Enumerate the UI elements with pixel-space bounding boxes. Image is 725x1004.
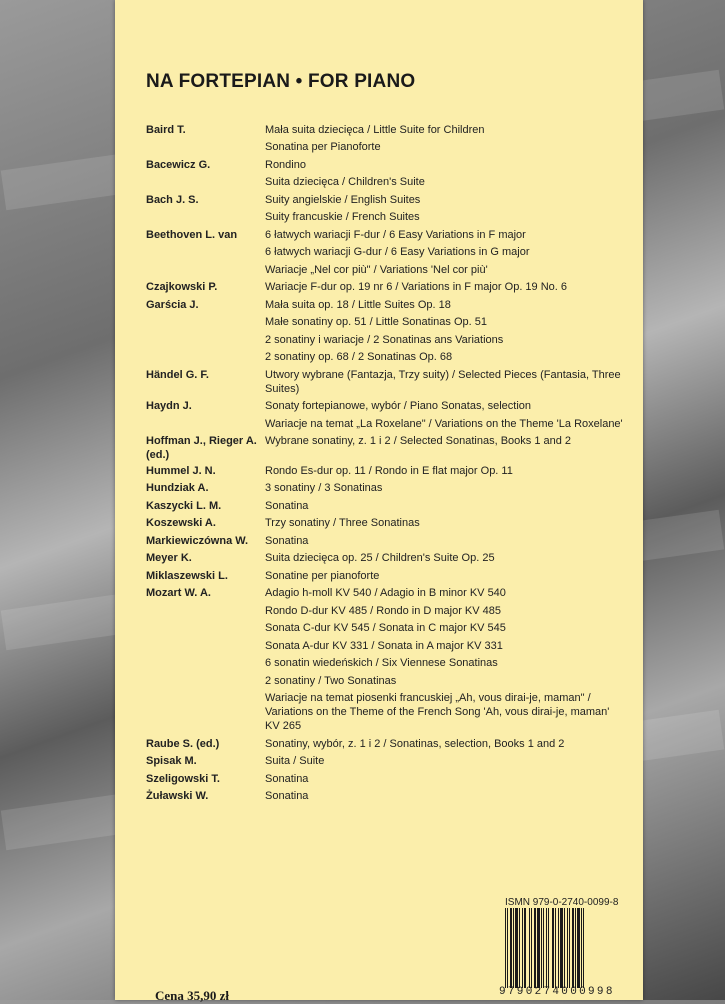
catalog-row — [146, 753, 626, 771]
catalog-row — [146, 226, 626, 279]
catalog-row — [146, 585, 626, 736]
work-title: Suita / Suite — [265, 755, 325, 767]
work-title: 2 sonatiny i wariacje / 2 Sonatinas ans Variations — [265, 333, 504, 346]
page-title: NA FORTEPIAN • FOR PIANO — [146, 71, 416, 92]
work-title: Suity francuskie / French Suites — [265, 211, 420, 223]
work-title: Utwory wybrane (Fantazja, Trzy suity) / Selected Pieces (Fantasia, Three Suites) — [265, 368, 621, 395]
catalog-row — [146, 497, 626, 515]
works-list — [265, 156, 626, 191]
catalog-row — [146, 550, 626, 568]
work-title: Sonatina — [265, 772, 309, 785]
works-list — [265, 788, 626, 806]
composer-name: Żuławski W. — [146, 790, 209, 802]
work-title: 2 sonatiny op. 68 / 2 Sonatinas Op. 68 — [265, 351, 453, 363]
work-title: Sonaty fortepianowe, wybór / Piano Sonatas, selection — [265, 400, 531, 412]
work-title: Sonatiny, wybór, z. 1 i 2 / Sonatinas, selection, Books 1 and 2 — [265, 737, 565, 750]
works-list — [265, 585, 626, 736]
works-list — [265, 462, 626, 480]
work-title: Rondo Es-dur op. 11 / Rondo in E flat major Op. 11 — [265, 464, 513, 477]
works-list — [265, 497, 626, 515]
catalog-row — [146, 788, 626, 806]
barcode — [505, 908, 618, 988]
work-title: Wybrane sonatiny, z. 1 i 2 / Selected Sonatinas, Books 1 and 2 — [265, 435, 572, 447]
catalog-row — [146, 567, 626, 585]
work-title: Sonatina — [265, 790, 309, 802]
works-list — [265, 550, 626, 568]
catalog-row — [146, 296, 626, 366]
work-title: Wariacje „Nel cor più" / Variations 'Nel cor più' — [265, 263, 488, 276]
composer-name: Hummel J. N. — [146, 464, 216, 477]
price-label: Cena 35,90 zł — [155, 988, 230, 1003]
work-title: Mała suita op. 18 / Little Suites Op. 18 — [265, 298, 451, 311]
work-title: Trzy sonatiny / Three Sonatinas — [265, 517, 420, 529]
catalog-row — [146, 191, 626, 226]
works-list — [265, 515, 626, 533]
composer-name: Haydn J. — [146, 400, 192, 412]
works-list — [265, 366, 626, 398]
composer-name: Raube S. (ed.) — [146, 737, 220, 750]
composer-name: Hoffman J., Rieger A. (ed.) — [146, 435, 257, 461]
composer-name: Mozart W. A. — [146, 587, 211, 599]
composer-name: Bacewicz G. — [146, 158, 211, 171]
work-title: Suita dziecięca / Children's Suite — [265, 176, 425, 188]
catalog-row — [146, 462, 626, 480]
composer-name: Czajkowski P. — [146, 281, 218, 293]
catalog-row — [146, 279, 626, 297]
catalog-row — [146, 366, 626, 398]
work-title: Rondo D-dur KV 485 / Rondo in D major KV 485 — [265, 604, 502, 617]
work-title: Rondino — [265, 158, 306, 171]
work-title: Sonata A-dur KV 331 / Sonata in A major KV 331 — [265, 639, 503, 652]
catalog-row — [146, 532, 626, 550]
work-title: 2 sonatiny / Two Sonatinas — [265, 674, 397, 687]
composer-name: Beethoven L. van — [146, 228, 238, 241]
composer-name: Bach J. S. — [146, 193, 199, 206]
work-title: Sonatina — [265, 499, 309, 512]
work-title: Sonatine per pianoforte — [265, 569, 380, 582]
work-title: Mała suita dziecięca / Little Suite for Children — [265, 123, 485, 136]
composer-name: Spisak M. — [146, 755, 197, 767]
work-title: Sonatina per Pianoforte — [265, 141, 381, 153]
composer-name: Markiewiczówna W. — [146, 534, 249, 547]
works-list — [265, 735, 626, 753]
works-list — [265, 296, 626, 366]
work-title: Sonatina — [265, 534, 309, 547]
work-title: Suita dziecięca op. 25 / Children's Suite Op. 25 — [265, 552, 495, 564]
barcode-digits: 9790274000998 — [499, 986, 615, 998]
catalog-row — [146, 156, 626, 191]
composer-name: Baird T. — [146, 123, 186, 136]
work-title: Wariacje F-dur op. 19 nr 6 / Variations in F major Op. 19 No. 6 — [265, 281, 568, 293]
barcode-bar — [583, 908, 584, 988]
composer-name: Händel G. F. — [146, 368, 209, 381]
catalog-row — [146, 735, 626, 753]
catalog-row — [146, 121, 626, 156]
work-title: Wariacje na temat piosenki francuskiej „Ah, vous dirai-je, maman" / Variations on the Theme of the French Song 'Ah, vous dirai-je, maman' KV 265 — [265, 692, 610, 732]
composer-name: Meyer K. — [146, 552, 192, 564]
work-title: 6 łatwych wariacji F-dur / 6 Easy Variations in F major — [265, 228, 526, 241]
works-list — [265, 191, 626, 226]
work-title: Sonata C-dur KV 545 / Sonata in C major KV 545 — [265, 622, 506, 634]
works-list — [265, 567, 626, 585]
composer-name: Koszewski A. — [146, 517, 216, 529]
composer-name: Garścia J. — [146, 298, 199, 311]
work-title: Wariacje na temat „La Roxelane" / Variations on the Theme 'La Roxelane' — [265, 417, 623, 430]
works-list — [265, 398, 626, 433]
catalog-list — [146, 121, 626, 805]
works-list — [265, 433, 626, 463]
composer-name: Kaszycki L. M. — [146, 499, 222, 512]
work-title: Małe sonatiny op. 51 / Little Sonatinas Op. 51 — [265, 316, 487, 328]
works-list — [265, 753, 626, 771]
works-list — [265, 226, 626, 279]
works-list — [265, 279, 626, 297]
catalog-row — [146, 433, 626, 463]
works-list — [265, 770, 626, 788]
work-title: Suity angielskie / English Suites — [265, 193, 421, 206]
catalog-row — [146, 515, 626, 533]
works-list — [265, 480, 626, 498]
work-title: 6 łatwych wariacji G-dur / 6 Easy Variations in G major — [265, 246, 530, 258]
catalog-row — [146, 480, 626, 498]
catalog-row — [146, 770, 626, 788]
works-list — [265, 532, 626, 550]
work-title: 3 sonatiny / 3 Sonatinas — [265, 482, 383, 494]
works-list — [265, 121, 626, 156]
work-title: Adagio h-moll KV 540 / Adagio in B minor KV 540 — [265, 587, 506, 599]
catalog-row — [146, 398, 626, 433]
back-cover-panel — [115, 0, 643, 1003]
work-title: 6 sonatin wiedeńskich / Six Viennese Sonatinas — [265, 657, 498, 669]
ismn-number: ISMN 979-0-2740-0099-8 — [505, 897, 619, 908]
composer-name: Szeligowski T. — [146, 772, 220, 785]
composer-name: Hundziak A. — [146, 482, 209, 494]
composer-name: Miklaszewski L. — [146, 569, 228, 582]
